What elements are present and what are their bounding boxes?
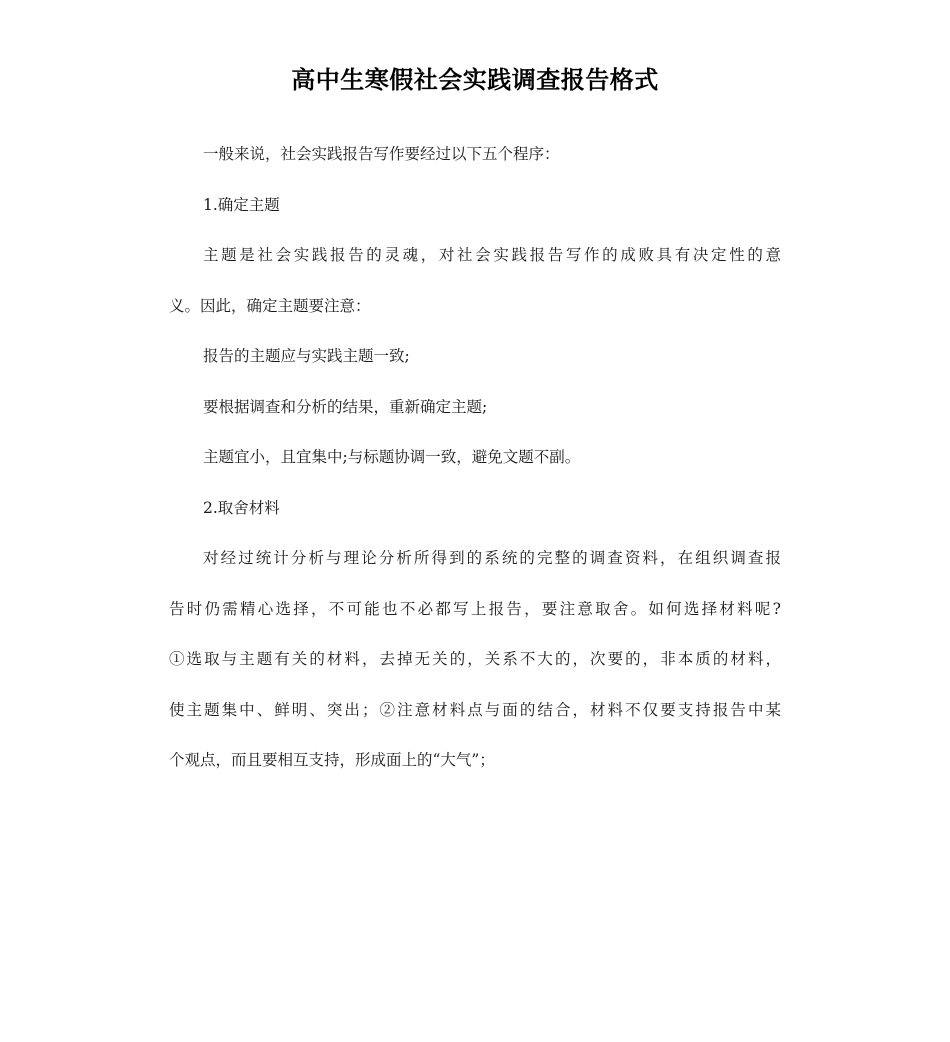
list-item-theme-1: 报告的主题应与实践主题一致; xyxy=(203,347,410,365)
paragraph-theme-line-2: 义。因此，确定主题要注意： xyxy=(169,296,371,315)
paragraph-material-line-4: 使主题集中、鲜明、突出；②注意材料点与面的结合，材料不仅要支持报告中某 xyxy=(169,700,781,719)
paragraph-intro: 一般来说，社会实践报告写作要经过以下五个程序： xyxy=(203,145,560,163)
heading-determine-theme: 1.确定主题 xyxy=(203,195,280,214)
paragraph-material-line-5: 个观点，而且要相互支持，形成面上的“大气”； xyxy=(169,751,495,769)
page-title: 高中生寒假社会实践调查报告格式 xyxy=(291,66,659,94)
heading-select-material: 2.取舍材料 xyxy=(203,498,280,517)
paragraph-material-line-2: 告时仍需精心选择，不可能也不必都写上报告，要注意取舍。如何选择材料呢? xyxy=(169,599,781,618)
paragraph-material-line-1: 对经过统计分析与理论分析所得到的系统的完整的调查资料，在组织调查报 xyxy=(203,549,781,567)
document-body xyxy=(169,129,781,786)
list-item-theme-3: 主题宜小，且宜集中;与标题协调一致，避免文题不副。 xyxy=(203,448,581,466)
paragraph-theme-line-1: 主题是社会实践报告的灵魂，对社会实践报告写作的成败具有决定性的意 xyxy=(203,246,781,264)
list-item-theme-2: 要根据调查和分析的结果，重新确定主题; xyxy=(203,397,488,416)
paragraph-material-line-3: ①选取与主题有关的材料，去掉无关的，关系不大的，次要的，非本质的材料， xyxy=(169,650,781,668)
